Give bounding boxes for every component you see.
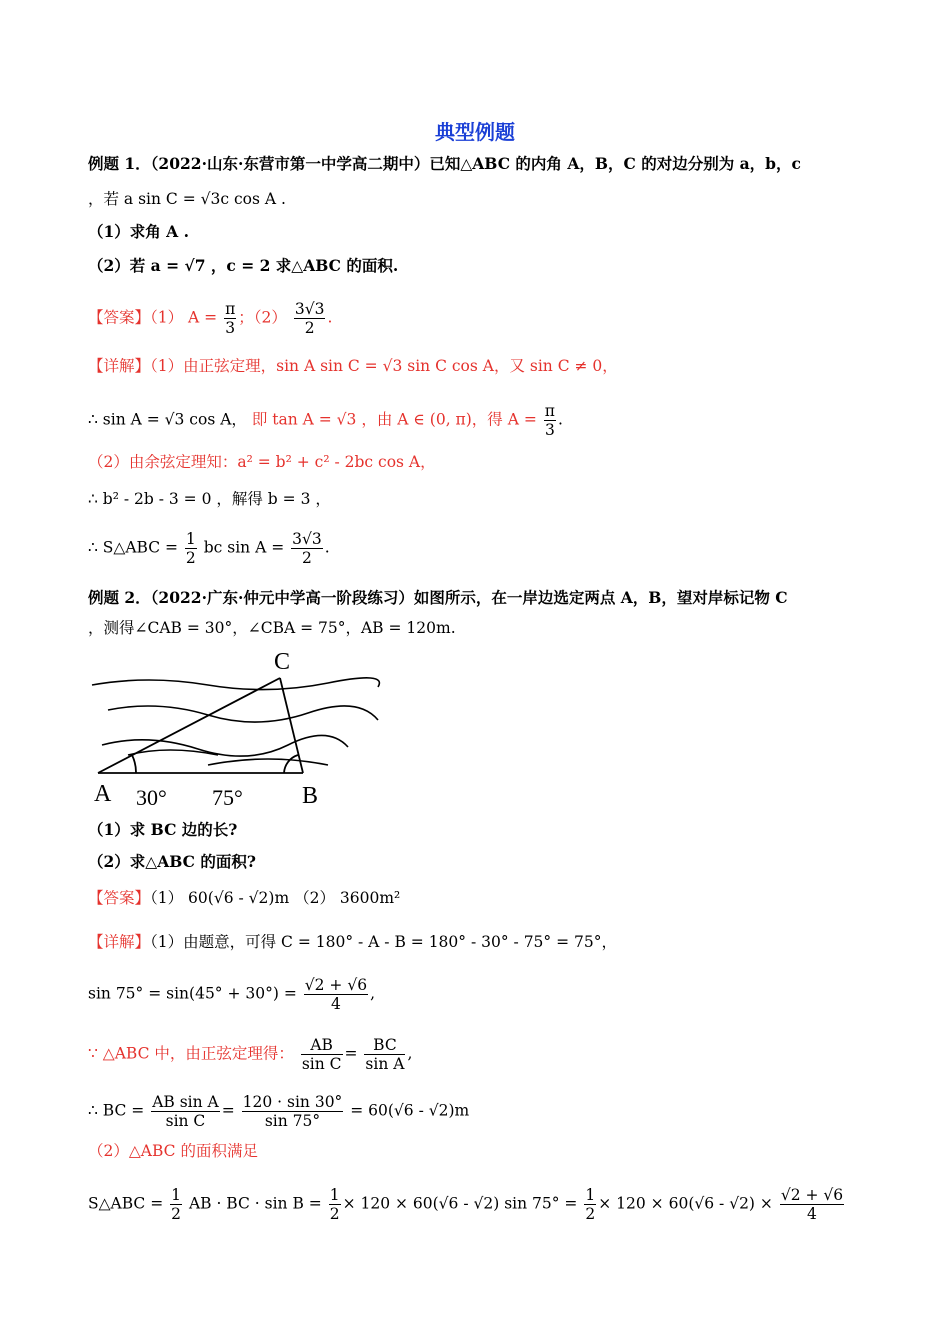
fraction-denominator: 3: [544, 421, 555, 439]
detail-text: （1）由题意，可得 C = 180° - A - B = 180° - 30° - 75° = 75°，: [150, 933, 617, 951]
detail-fraction: [151, 1093, 220, 1130]
example-2-detail-2: sin 75° = sin(45° + 30°) = $\frac{√2 + √6}{4}$ ,: [88, 976, 376, 1013]
example-2-header: 例题 2．（2022·广东·仲元中学高一阶段练习）如图所示，在一岸边选定两点 A，B，望对岸标记物 C: [88, 588, 788, 607]
wave-line: [92, 678, 379, 690]
example-1-detail-2: ∴ sin A = √3 cos A， 即 tan A = √3 ，由 A ∈ (0, π)，得 A = $\frac{\pi}{3}$ .: [88, 402, 563, 439]
river-waves: [92, 678, 379, 765]
fraction-numerator: π: [225, 300, 236, 318]
fraction-numerator: 1: [329, 1186, 340, 1204]
example-2-detail-3: ∵ △ABC 中，由正弦定理得： $\frac{AB}{\text{sin C}}$ = $\frac{BC}{\text{sin A}}$ ,: [88, 1036, 413, 1073]
detail-fraction: [185, 530, 197, 567]
detail-text: ∴ sin A = √3 cos A，: [88, 410, 247, 429]
answer-part-2: ；（2）: [238, 308, 287, 327]
detail-text: AB · BC · sin B =: [188, 1194, 322, 1213]
example-1-detail-1: [88, 355, 618, 377]
fraction-denominator: 2: [585, 1205, 596, 1223]
fraction-denominator: 4: [330, 995, 341, 1013]
fraction-denominator: 2: [185, 549, 196, 567]
answer-part-2: （2） 3600m²: [294, 889, 401, 907]
fraction-numerator: AB: [301, 1036, 343, 1055]
answer-tag: 【答案】: [88, 889, 151, 907]
fraction-denominator: 2: [171, 1205, 181, 1223]
detail-fraction: [291, 530, 323, 567]
detail-tag: 【详解】: [88, 357, 151, 375]
example-1-answer: 【答案】（1） A = $\frac{\pi}{3}$ ；（2） $\frac{3√3}{2}$ .: [88, 300, 333, 337]
detail-text: （1）由正弦定理，sin A sin C = √3 sin C cos A，又 sin C ≠ 0，: [150, 357, 618, 375]
detail-text: = 60(√6 - √2)m: [350, 1101, 470, 1120]
example-1-detail-4: ∴ b² - 2b - 3 = 0 ，解得 b = 3 ，: [88, 490, 331, 508]
detail-fraction: [301, 1036, 343, 1073]
example-2-answer: [88, 887, 400, 909]
detail-fraction: [780, 1186, 844, 1223]
fraction-denominator: 2: [304, 319, 315, 337]
answer-part-1: （1） A =: [150, 308, 218, 327]
vertex-a-label: A: [94, 781, 112, 807]
example-1-detail-5: ∴ S△ABC = $\frac{1}{2}$ bc sin A = $\frac{3√3}{2}$ .: [88, 530, 330, 567]
detail-text: ∴ BC =: [88, 1101, 145, 1120]
fraction-numerator: BC: [364, 1036, 405, 1055]
fraction-denominator: sin C: [301, 1055, 342, 1073]
example-2-question-1: （1）求 BC 边的长?: [88, 820, 238, 839]
page-title: 典型例题: [435, 120, 515, 144]
fraction-denominator: 4: [807, 1205, 817, 1223]
fraction-numerator: 1: [185, 530, 196, 548]
fraction-denominator: sin 75°: [264, 1112, 321, 1130]
river-triangle-figure: [88, 645, 388, 815]
answer-2-fraction: [294, 300, 326, 337]
example-1-question-2: （2）若 a = √7 ，c = 2 求△ABC 的面积.: [88, 256, 399, 275]
fraction-denominator: 2: [329, 1205, 340, 1223]
wave-line: [208, 759, 328, 765]
detail-text: bc sin A =: [203, 538, 285, 557]
detail-fraction: [584, 1186, 596, 1223]
example-2-detail-6: [88, 1186, 846, 1223]
answer-1-fraction: [224, 300, 236, 337]
angle-a-arc: [132, 755, 136, 773]
fraction-numerator: 3√3: [292, 530, 322, 548]
fraction-numerator: π: [544, 402, 555, 420]
detail-fraction: [170, 1186, 182, 1223]
detail-fraction: [304, 976, 368, 1013]
fraction-denominator: sin A: [365, 1055, 405, 1073]
detail-text: S△ABC =: [88, 1194, 164, 1213]
detail-text: ∵ △ABC 中，由正弦定理得：: [88, 1044, 294, 1063]
detail-text: ∴ S△ABC =: [88, 538, 178, 557]
example-2-detail-4: ∴ BC = $\frac{\text{AB sin A}}{\text{sin C}}$ = $\frac{120 \cdot \sin 30^\circ}{\sin 75^\circ}$ = 60(√6 - √2)m: [88, 1093, 470, 1130]
answer-part-1: （1） 60(√6 - √2)m: [150, 889, 290, 907]
example-2-question-2: （2）求△ABC 的面积?: [88, 852, 256, 871]
fraction-numerator: AB sin A: [152, 1093, 219, 1111]
detail-text: × 120 × 60(√6 - √2) ×: [598, 1194, 773, 1213]
detail-text: × 120 × 60(√6 - √2) sin 75° =: [342, 1194, 578, 1213]
detail-fraction: [544, 402, 556, 439]
detail-text: 即 tan A = √3 ，由 A ∈ (0, π)，得 A =: [251, 410, 537, 429]
detail-fraction: [364, 1036, 405, 1073]
fraction-denominator: sin C: [165, 1112, 206, 1130]
example-1-header: 例题 1．（2022·山东·东营市第一中学高二期中）已知△ABC 的内角 A，B，C 的对边分别为 a，b，c: [88, 154, 801, 173]
detail-fraction: [242, 1093, 344, 1130]
angle-b-label: 75°: [212, 785, 243, 810]
fraction-numerator: 1: [171, 1186, 181, 1204]
fraction-denominator: 3: [225, 319, 236, 337]
fraction-numerator: 1: [585, 1186, 596, 1204]
wave-line: [108, 706, 378, 722]
fraction-numerator: √2 + √6: [780, 1186, 844, 1204]
detail-text: sin 75° = sin(45° + 30°) =: [88, 984, 297, 1003]
example-2-condition: ，测得∠CAB = 30°，∠CBA = 75°，AB = 120m.: [88, 619, 456, 637]
example-1-detail-3: （2）由余弦定理知：a² = b² + c² - 2bc cos A，: [88, 453, 436, 471]
angle-b-arc: [284, 755, 298, 773]
vertex-b-label: B: [302, 783, 319, 809]
answer-tag: 【答案】: [88, 308, 151, 327]
detail-fraction: [329, 1186, 341, 1223]
example-2-detail-5: （2）△ABC 的面积满足: [88, 1142, 258, 1160]
fraction-numerator: 3√3: [294, 300, 325, 318]
example-2-detail-1: [88, 931, 617, 953]
example-1-question-1: （1）求角 A .: [88, 222, 190, 241]
fraction-numerator: 120 · sin 30°: [242, 1093, 343, 1111]
fraction-denominator: 2: [302, 549, 312, 567]
angle-a-label: 30°: [136, 785, 167, 810]
example-1-condition: ，若 a sin C = √3c cos A .: [88, 190, 286, 208]
detail-tag: 【详解】: [88, 933, 151, 951]
vertex-c-label: C: [274, 649, 291, 675]
fraction-numerator: √2 + √6: [304, 976, 368, 994]
